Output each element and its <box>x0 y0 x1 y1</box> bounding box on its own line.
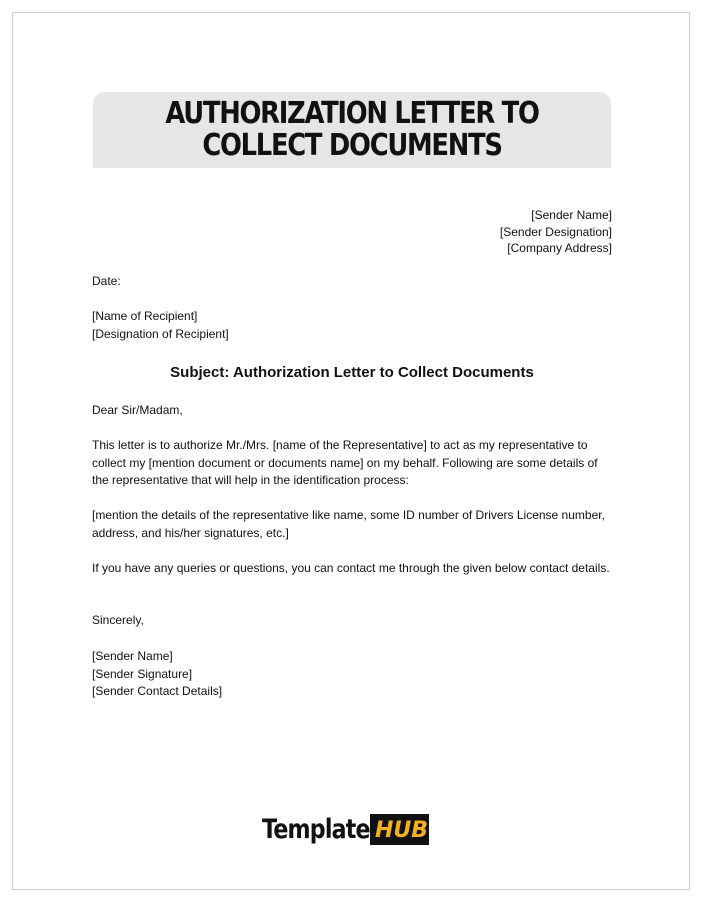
templatehub-logo <box>262 812 429 846</box>
title-banner <box>93 92 611 168</box>
signature-sender-name: [Sender Name] <box>92 649 173 663</box>
sender-designation: [Sender Designation] <box>499 224 612 239</box>
recipient-block <box>92 308 616 343</box>
body-paragraph-3: If you have any queries or questions, you can contact me through the given below contact details. <box>92 561 610 575</box>
sender-address-block <box>500 207 612 257</box>
salutation: Dear Sir/Madam, <box>92 403 183 417</box>
closing: Sincerely, <box>92 613 144 627</box>
company-address: [Company Address] <box>507 241 612 255</box>
signature-sender-contact: [Sender Contact Details] <box>92 684 223 698</box>
recipient-name: [Name of Recipient] <box>92 309 198 323</box>
signature-block <box>92 648 616 701</box>
logo-word: Template <box>262 813 370 845</box>
subject-line: Subject: Authorization Letter to Collect Documents <box>170 364 534 381</box>
sender-name: [Sender Name] <box>531 208 612 222</box>
logo-badge: HUB <box>370 814 429 845</box>
signature-sender-signature: [Sender Signature] <box>92 666 193 681</box>
date-label: Date: <box>92 274 121 288</box>
recipient-designation: [Designation of Recipient] <box>92 326 229 341</box>
document-title: AUTHORIZATION LETTER TO COLLECT DOCUMENTS <box>165 96 539 163</box>
body-paragraph-1: This letter is to authorize Mr./Mrs. [name of the Representative] to act as my representative to collect my [mention document or documents name] on my behalf. Following are some details of the representative that will help in the identification process: <box>92 438 598 487</box>
body-paragraph-2: [mention the details of the representative like name, some ID number of Drivers License number, address, and his/her signatures, etc.] <box>92 508 605 540</box>
